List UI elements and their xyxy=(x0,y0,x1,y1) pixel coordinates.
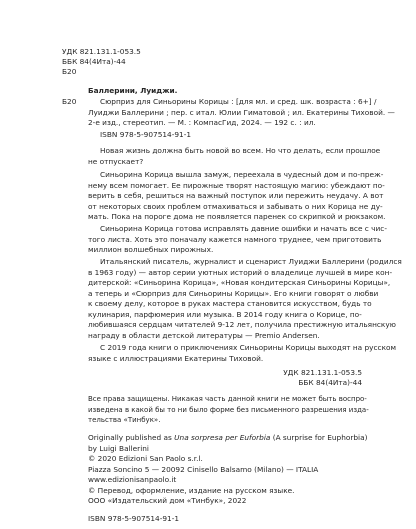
annotation-line: не отпускает? xyxy=(88,156,144,166)
original-title: Una sorpresa per Euforbia xyxy=(174,433,271,442)
annotation-line: мать. Пока на пороге дома не появляется паренек со скрипкой и рюкзаком. xyxy=(88,212,386,221)
footer-isbn: ISBN 978-5-907514-91-1 xyxy=(88,514,180,523)
annotation-line: а теперь и «Сюрприз для Синьорины Корицы». Его книги говорят о любви xyxy=(88,288,379,298)
bottom-udk-code: УДК 821.131.1-053.5 xyxy=(283,368,362,377)
annotation-line: награду в области детской литературы — Premio Andersen. xyxy=(88,330,320,340)
annotation-line: Итальянский писатель, журналист и сценарист Луиджи Баллерини (родился xyxy=(100,257,402,266)
annotation-line: того листа. Хоть это поначалу кажется намного труднее, чем приготовить xyxy=(88,234,382,244)
original-prefix: Originally published as xyxy=(88,433,175,442)
rights-line: тельства «Тинбук». xyxy=(88,416,161,424)
annotation-line: от некоторых своих проблем отмахиваться и забывать о них Корица не ду- xyxy=(88,201,383,211)
annotation-line: верить в себя, решиться на важный поступок или пережить неудачу. А вот xyxy=(88,191,384,200)
translation-copyright: © Перевод, оформление, издание на русском языке. xyxy=(88,485,295,495)
udk-code: УДК 821.131.1-053.5 xyxy=(62,47,141,56)
rights-line: изведена в какой бы то ни было форме без письменного разрешения изда- xyxy=(88,405,369,414)
record-heading: Баллерини, Луиджи. xyxy=(88,86,178,95)
annotation-line: Новая жизнь должна быть новой во всем. Но что делать, если прошлое xyxy=(100,146,381,155)
original-suffix: (A surprise for Euphorbia) xyxy=(270,433,368,442)
record-isbn: ISBN 978-5-907514-91-1 xyxy=(100,130,192,139)
annotation-line: в 1963 году) — автор серии уютных историй о владелице лучшей в мире кон- xyxy=(88,267,393,277)
annotation-line: любившаяся сердцам читателей 9-12 лет, получила престижную итальянскую xyxy=(88,320,396,329)
record-mark: Б20 xyxy=(62,97,77,106)
record-line-1: Сюрприз для Синьорины Корицы : [для мл. и сред. шк. возраста : 6+] / xyxy=(100,97,377,106)
bottom-bbk-code: ББК 84(4Ита)-44 xyxy=(298,378,362,387)
record-line-3: 2-е изд., стереотип. — М. : КомпасГид, 2024. — 192 с. : ил. xyxy=(88,118,316,127)
annotation-line: Синьорина Корица вышла замуж, переехала в чудесный дом и по-преж- xyxy=(100,170,384,179)
original-publication-line xyxy=(88,433,367,444)
publisher-address: Piazza Soncino 5 — 20092 Cinisello Balsamo (Milano) — ITALIA xyxy=(88,464,319,474)
record-line-2: Луиджи Баллерини ; пер. с итал. Юлии Гиматовой ; ил. Екатерины Тиховой. — xyxy=(88,107,395,117)
bbk-code: ББК 84(4Ита)-44 xyxy=(62,57,126,66)
annotation-line: дитерской: «Синьорина Корица», «Новая кондитерская Синьорины Корицы», xyxy=(88,278,391,287)
annotation-line: кулинария, парфюмерия или музыка. В 2014 году книга о Корице, по- xyxy=(88,309,362,319)
russian-publisher: ООО «Издательский дом «Тинбук», 2022 xyxy=(88,496,247,505)
annotation-line: миллион волшебных пирожных. xyxy=(88,245,214,254)
annotation-line: С 2019 года книги о приключениях Синьорины Корицы выходят на русском xyxy=(100,343,397,352)
annotation-line: нему всем помогает. Ее пирожные творят настоящую магию: убеждают по- xyxy=(88,180,385,190)
byline: by Luigi Ballerini xyxy=(88,443,149,453)
annotation-line: Синьорина Корица готова исправлять давние ошибки и начать все с чис- xyxy=(100,224,387,233)
rights-line: Все права защищены. Никакая часть данной книги не может быть воспро- xyxy=(88,395,367,403)
publisher-website: www.edizionisanpaolo.it xyxy=(88,475,177,484)
author-mark: Б20 xyxy=(62,67,77,76)
copyright-publisher: © 2020 Edizioni San Paolo s.r.l. xyxy=(88,454,203,463)
annotation-line: к своему делу, которое в руках мастера становится искусством, будь то xyxy=(88,299,372,308)
annotation-line: языке с иллюстрациями Екатерины Тиховой. xyxy=(88,353,264,363)
